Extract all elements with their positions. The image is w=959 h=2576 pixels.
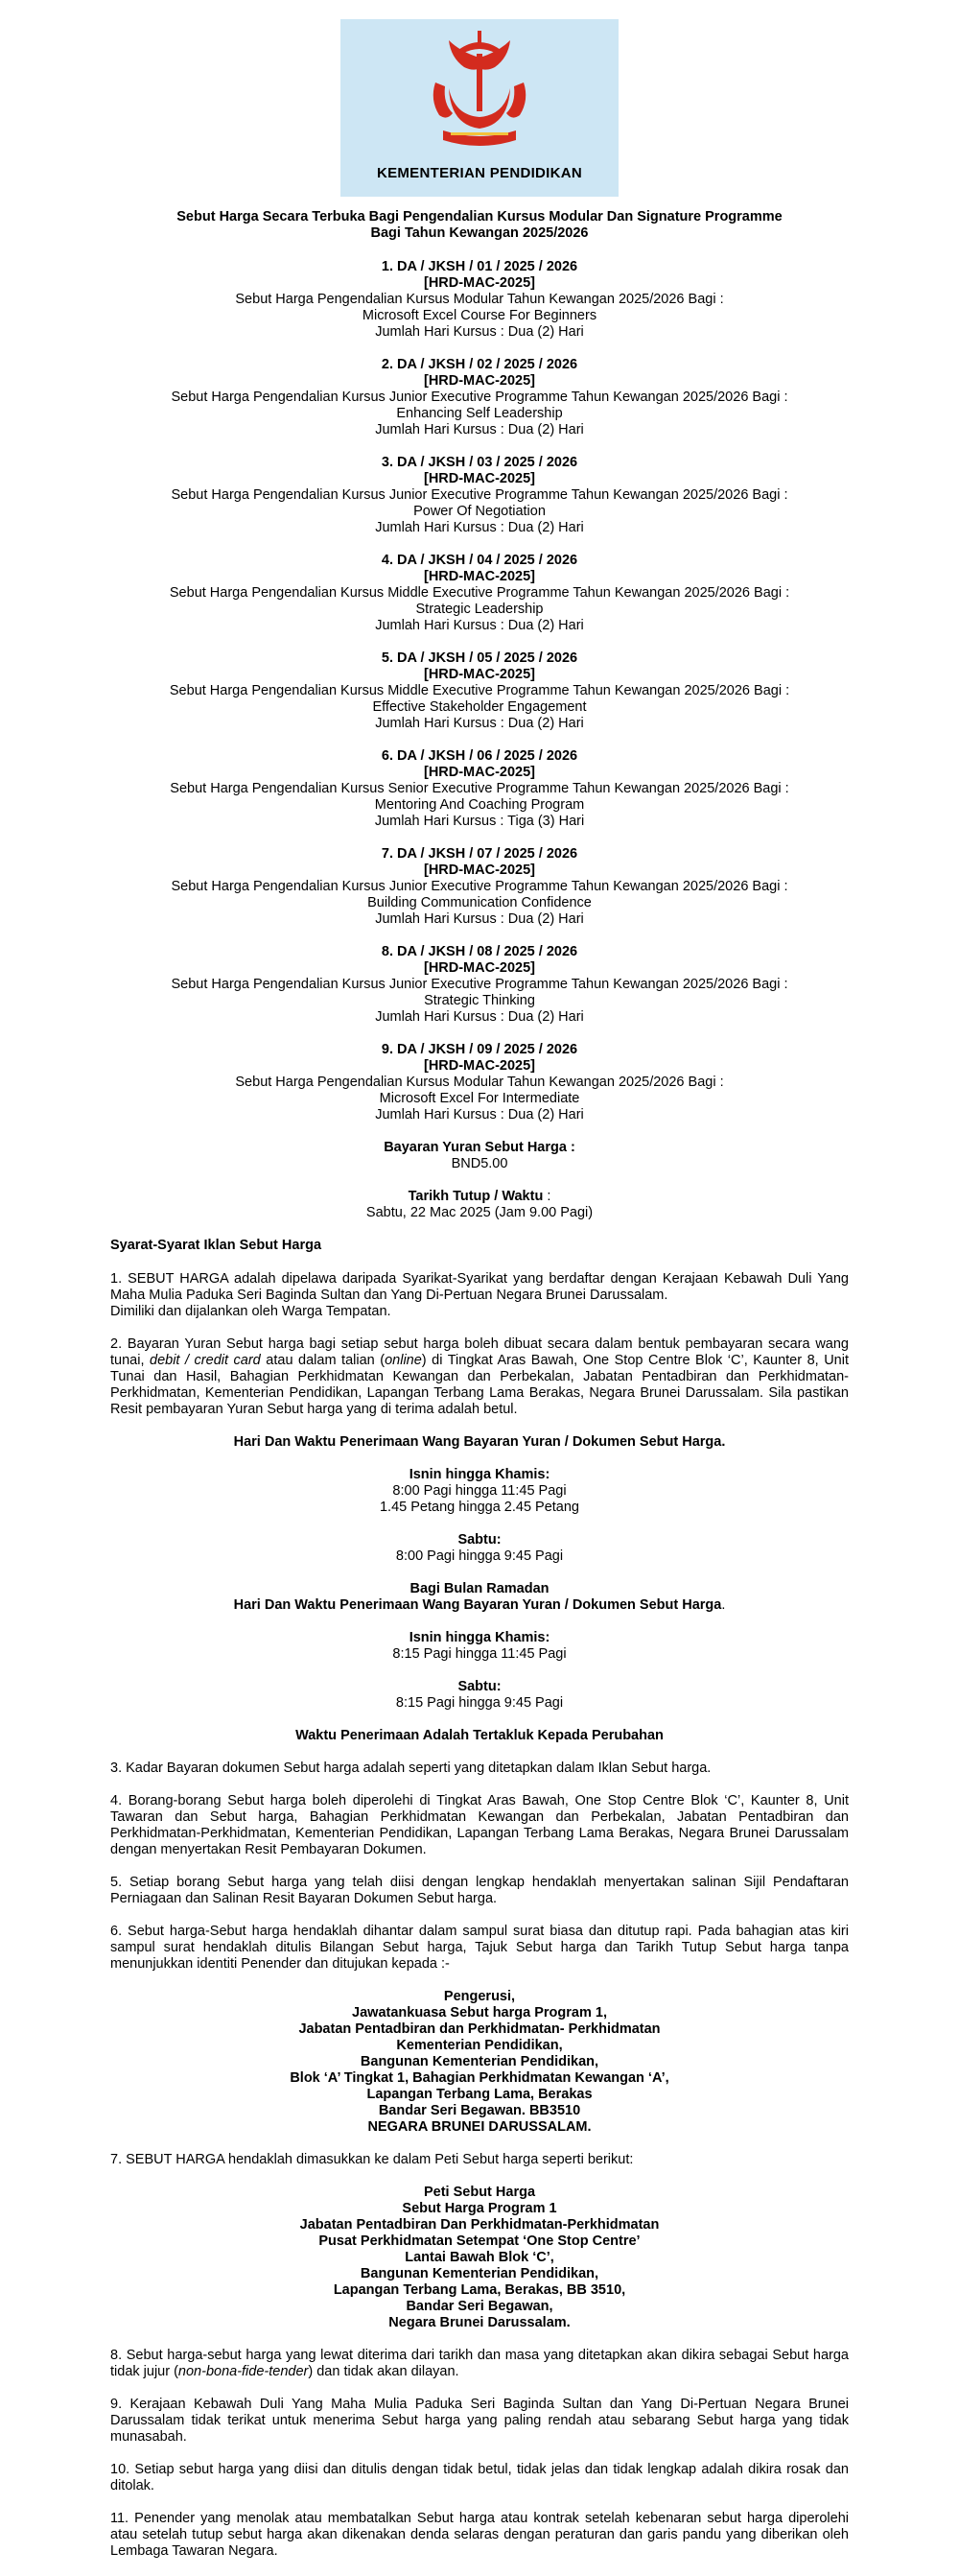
p2-part-b: atau dalam talian (: [260, 1353, 386, 1368]
saturday-time: 8:00 Pagi hingga 9:45 Pagi: [395, 1548, 564, 1564]
address2-line: Peti Sebut Harga: [423, 2185, 536, 2200]
paragraph-1-line2: Dimiliki dan dijalankan oleh Warga Tempatan.: [110, 1304, 391, 1319]
paragraph-2: [110, 1336, 849, 1418]
address1-line: Blok ‘A’ Tingkat 1, Bahagian Perkhidmatan Kewangan ‘A’,: [290, 2070, 669, 2086]
address-block-2: [110, 2185, 849, 2331]
quotation-item: [110, 650, 849, 732]
quotation-days: Jumlah Hari Kursus : Dua (2) Hari: [375, 520, 584, 535]
address2-line: Jabatan Pentadbiran Dan Perkhidmatan-Perkhidmatan: [299, 2217, 660, 2233]
quotation-course: Enhancing Self Leadership: [396, 406, 563, 421]
paragraph-1: [110, 1271, 849, 1320]
quotation-code: [HRD-MAC-2025]: [423, 373, 535, 389]
quotation-item: [110, 259, 849, 341]
paragraph-9: 9. Kerajaan Kebawah Duli Yang Maha Mulia Paduka Seri Baginda Sultan dan Yang Di-Pertuan Negara Brunei Darussalam tidak terikat untuk menerima Sebut harga yang paling rendah atau sebarang Sebut harga yang tidak munasabah.: [110, 2397, 849, 2445]
ramadan-saturday-time: 8:15 Pagi hingga 9:45 Pagi: [395, 1695, 564, 1711]
quotation-code: [HRD-MAC-2025]: [423, 275, 535, 291]
paragraph-10: 10. Setiap sebut harga yang diisi dan ditulis dengan tidak betul, tidak jelas dan tidak lengkap adalah dikira rosak dan ditolak.: [110, 2462, 849, 2493]
title-line-1: Sebut Harga Secara Terbuka Bagi Pengendalian Kursus Modular Dan Signature Programme: [176, 209, 783, 225]
paragraph-4: 4. Borang-borang Sebut harga boleh diperolehi di Tingkat Aras Bawah, One Stop Centre Blok ‘C’, Kaunter 8, Unit Tawaran dan Sebut harga, Bahagian Perkhidmatan Kewangan dan Perbekalan, Jabatan Pentadbiran dan Perkhidmatan-Perkhidmatan, Kementerian Pendidikan, Lapangan Terbang Lama Berakas, Negara Brunei Darussalam dengan menyertakan Resit Pembayaran Dokumen.: [110, 1793, 849, 1857]
quotation-days: Jumlah Hari Kursus : Dua (2) Hari: [375, 618, 584, 633]
ramadan-saturday-label: Sabtu:: [457, 1679, 502, 1694]
paragraph-5: 5. Setiap borang Sebut harga yang telah diisi dengan lengkap hendaklah menyertakan salinan Sijil Pendaftaran Perniagaan dan Salinan Resit Bayaran Dokumen Sebut harga.: [110, 1875, 849, 1906]
quotation-course: Microsoft Excel For Intermediate: [379, 1091, 580, 1106]
closing-block: [110, 1189, 849, 1221]
quotation-number: 4. DA / JKSH / 04 / 2025 / 2026: [381, 553, 578, 568]
title-line-2: Bagi Tahun Kewangan 2025/2026: [370, 225, 589, 241]
ramadan-weekday-label: Isnin hingga Khamis:: [409, 1630, 550, 1645]
quotation-description: Sebut Harga Pengendalian Kursus Middle Executive Programme Tahun Kewangan 2025/2026 Bagi :: [169, 683, 790, 698]
quotation-course: Effective Stakeholder Engagement: [372, 699, 587, 715]
closing-label: Tarikh Tutup / Waktu: [408, 1189, 544, 1204]
quotation-code: [HRD-MAC-2025]: [423, 960, 535, 976]
quotation-number: 7. DA / JKSH / 07 / 2025 / 2026: [381, 846, 578, 862]
address1-line: Kementerian Pendidikan,: [396, 2038, 563, 2053]
quotation-description: Sebut Harga Pengendalian Kursus Modular Tahun Kewangan 2025/2026 Bagi :: [235, 292, 724, 307]
address1-line: Jabatan Pentadbiran dan Perkhidmatan- Perkhidmatan: [298, 2021, 661, 2037]
fee-value: BND5.00: [451, 1156, 508, 1171]
quotation-item: [110, 455, 849, 536]
weekday-time-1: 8:00 Pagi hingga 11:45 Pagi: [392, 1483, 567, 1499]
quotation-days: Jumlah Hari Kursus : Dua (2) Hari: [375, 911, 584, 927]
quotation-code: [HRD-MAC-2025]: [423, 471, 535, 486]
address1-line: Lapangan Terbang Lama, Berakas: [366, 2087, 593, 2102]
quotation-description: Sebut Harga Pengendalian Kursus Middle Executive Programme Tahun Kewangan 2025/2026 Bagi :: [169, 585, 790, 601]
quotation-number: 2. DA / JKSH / 02 / 2025 / 2026: [381, 357, 578, 372]
paragraph-8: [110, 2348, 849, 2380]
closing-colon: :: [543, 1189, 551, 1204]
document-body: [110, 209, 849, 2576]
quotation-days: Jumlah Hari Kursus : Tiga (3) Hari: [374, 814, 585, 829]
quotation-item: [110, 357, 849, 438]
quotation-days: Jumlah Hari Kursus : Dua (2) Hari: [375, 422, 584, 437]
quotation-code: [HRD-MAC-2025]: [423, 569, 535, 584]
address1-line: Bandar Seri Begawan. BB3510: [378, 2103, 581, 2118]
terms-heading: Syarat-Syarat Iklan Sebut Harga: [110, 1238, 322, 1253]
paragraph-6: 6. Sebut harga-Sebut harga hendaklah dihantar dalam sampul surat biasa dan ditutup rapi. Pada bahagian atas kiri sampul surat hendaklah ditulis Bilangan Sebut harga, Tajuk Sebut harga dan Tarikh Tutup Sebut harga tanpa menunjukkan identiti Penender dan ditujukan kepada :-: [110, 1924, 849, 1972]
hours-note: Waktu Penerimaan Adalah Tertakluk Kepada Perubahan: [295, 1728, 664, 1743]
address1-line: Bangunan Kementerian Pendidikan,: [360, 2054, 599, 2069]
ramadan-dot: .: [721, 1597, 726, 1613]
address1-line: NEGARA BRUNEI DARUSSALAM.: [367, 2119, 592, 2135]
quotation-code: [HRD-MAC-2025]: [423, 1058, 535, 1074]
address2-line: Sebut Harga Program 1: [402, 2201, 557, 2216]
quotation-item: [110, 846, 849, 928]
paragraph-11: 11. Penender yang menolak atau membatalkan Sebut harga atau kontrak setelah kebenaran sebut harga diperolehi atau setelah tutup sebut harga akan dikenakan denda selaras dengan peraturan dan garis pandu yang diberikan oleh Lembaga Tawaran Negara.: [110, 2511, 849, 2559]
quotation-item: [110, 1042, 849, 1123]
quotation-number: 9. DA / JKSH / 09 / 2025 / 2026: [381, 1042, 578, 1057]
quotation-code: [HRD-MAC-2025]: [423, 765, 535, 780]
address2-line: Bangunan Kementerian Pendidikan,: [360, 2266, 599, 2281]
paragraph-7: 7. SEBUT HARGA hendaklah dimasukkan ke dalam Peti Sebut harga seperti berikut:: [110, 2152, 634, 2167]
logo-text: KEMENTERIAN PENDIDIKAN: [376, 165, 583, 181]
quotation-days: Jumlah Hari Kursus : Dua (2) Hari: [375, 1107, 584, 1123]
quotation-description: Sebut Harga Pengendalian Kursus Junior Executive Programme Tahun Kewangan 2025/2026 Bagi :: [171, 977, 788, 992]
address1-line: Jawatankuasa Sebut harga Program 1,: [352, 2005, 607, 2021]
p8-part-a: 8. Sebut harga-sebut harga yang lewat diterima dari tarikh dan masa yang ditetapkan akan dikira sebagai Sebut harga tidak jujur (: [110, 2348, 849, 2379]
quotation-days: Jumlah Hari Kursus : Dua (2) Hari: [375, 716, 584, 731]
quotation-number: 3. DA / JKSH / 03 / 2025 / 2026: [381, 455, 578, 470]
hours-heading: Hari Dan Waktu Penerimaan Wang Bayaran Yuran / Dokumen Sebut Harga.: [233, 1434, 726, 1450]
address2-line: Pusat Perkhidmatan Setempat ‘One Stop Centre’: [318, 2233, 641, 2249]
quotation-code: [HRD-MAC-2025]: [423, 863, 535, 878]
weekday-time-2: 1.45 Petang hingga 2.45 Petang: [379, 1500, 579, 1515]
ramadan-weekday-time: 8:15 Pagi hingga 11:45 Pagi: [392, 1646, 567, 1662]
quotation-code: [HRD-MAC-2025]: [423, 667, 535, 682]
p2-italic-2: online: [385, 1353, 422, 1368]
p2-italic-1: debit / credit card: [150, 1353, 261, 1368]
quotation-course: Microsoft Excel Course For Beginners: [362, 308, 597, 323]
address2-line: Negara Brunei Darussalam.: [388, 2315, 571, 2330]
paragraph-1-text: 1. SEBUT HARGA adalah dipelawa daripada Syarikat-Syarikat yang berdaftar dengan Kerajaan Kebawah Duli Yang Maha Mulia Paduka Seri Baginda Sultan dan Yang Di-Pertuan Negara Brunei Darussalam.: [110, 1271, 849, 1303]
brunei-crest-icon: [422, 29, 537, 158]
quotation-number: 1. DA / JKSH / 01 / 2025 / 2026: [381, 259, 578, 274]
ramadan-label: Bagi Bulan Ramadan: [409, 1581, 550, 1596]
quotation-course: Mentoring And Coaching Program: [374, 797, 585, 813]
quotation-number: 8. DA / JKSH / 08 / 2025 / 2026: [381, 944, 578, 959]
fee-label: Bayaran Yuran Sebut Harga :: [384, 1140, 575, 1155]
quotation-description: Sebut Harga Pengendalian Kursus Senior Executive Programme Tahun Kewangan 2025/2026 Bagi :: [170, 781, 789, 796]
address2-line: Lapangan Terbang Lama, Berakas, BB 3510,: [333, 2282, 626, 2298]
paragraph-3: 3. Kadar Bayaran dokumen Sebut harga adalah seperti yang ditetapkan dalam Iklan Sebut harga.: [110, 1761, 712, 1776]
address1-line: Pengerusi,: [443, 1989, 516, 2004]
quotation-course: Building Communication Confidence: [367, 895, 592, 910]
weekday-label: Isnin hingga Khamis:: [409, 1467, 550, 1482]
quotation-description: Sebut Harga Pengendalian Kursus Junior Executive Programme Tahun Kewangan 2025/2026 Bagi :: [171, 390, 788, 405]
quotation-item: [110, 944, 849, 1026]
ramadan-heading: Hari Dan Waktu Penerimaan Wang Bayaran Yuran / Dokumen Sebut Harga: [233, 1597, 722, 1613]
p2-part-a: 2. Bayaran Yuran Sebut harga bagi setiap sebut harga boleh dibuat secara dalam bentuk pembayaran secara wang tunai,: [110, 1336, 849, 1368]
fee-block: [110, 1140, 849, 1172]
saturday-label: Sabtu:: [457, 1532, 502, 1548]
quotation-number: 5. DA / JKSH / 05 / 2025 / 2026: [381, 650, 578, 666]
quotation-days: Jumlah Hari Kursus : Dua (2) Hari: [375, 1009, 584, 1025]
p8-part-b: ) dan tidak akan dilayan.: [308, 2364, 459, 2379]
quotation-item: [110, 553, 849, 634]
quotation-description: Sebut Harga Pengendalian Kursus Junior Executive Programme Tahun Kewangan 2025/2026 Bagi :: [171, 487, 788, 503]
quotation-number: 6. DA / JKSH / 06 / 2025 / 2026: [381, 748, 578, 764]
ministry-logo-banner: [340, 19, 619, 197]
p8-italic: non-bona-fide-tender: [177, 2364, 309, 2379]
p2-part-c: ) di Tingkat Aras Bawah, One Stop Centre Blok ‘C’, Kaunter 8, Unit Tunai dan Hasil, Bahagian Perkhidmatan Kewangan dan Perbekalan, Jabatan Pentadbiran dan Perkhidmatan-Perkhidmatan, Kementerian Pendidikan, Lapangan Terbang Lama Berakas, Negara Brunei Darussalam. Sila pastikan Resit pembayaran Yuran Sebut harga yang di terima adalah betul.: [110, 1353, 849, 1417]
closing-value: Sabtu, 22 Mac 2025 (Jam 9.00 Pagi): [365, 1205, 594, 1220]
quotation-course: Power Of Negotiation: [413, 504, 546, 519]
address2-line: Lantai Bawah Blok ‘C’,: [405, 2250, 554, 2265]
quotation-course: Strategic Leadership: [415, 602, 544, 617]
quotation-list: [110, 259, 849, 1123]
quotation-description: Sebut Harga Pengendalian Kursus Modular Tahun Kewangan 2025/2026 Bagi :: [235, 1075, 724, 1090]
address2-line: Bandar Seri Begawan,: [406, 2299, 553, 2314]
quotation-description: Sebut Harga Pengendalian Kursus Junior Executive Programme Tahun Kewangan 2025/2026 Bagi :: [171, 879, 788, 894]
quotation-item: [110, 748, 849, 830]
quotation-days: Jumlah Hari Kursus : Dua (2) Hari: [375, 324, 584, 340]
address-block-1: [110, 1989, 849, 2136]
page-title: [110, 209, 849, 242]
quotation-course: Strategic Thinking: [424, 993, 535, 1008]
